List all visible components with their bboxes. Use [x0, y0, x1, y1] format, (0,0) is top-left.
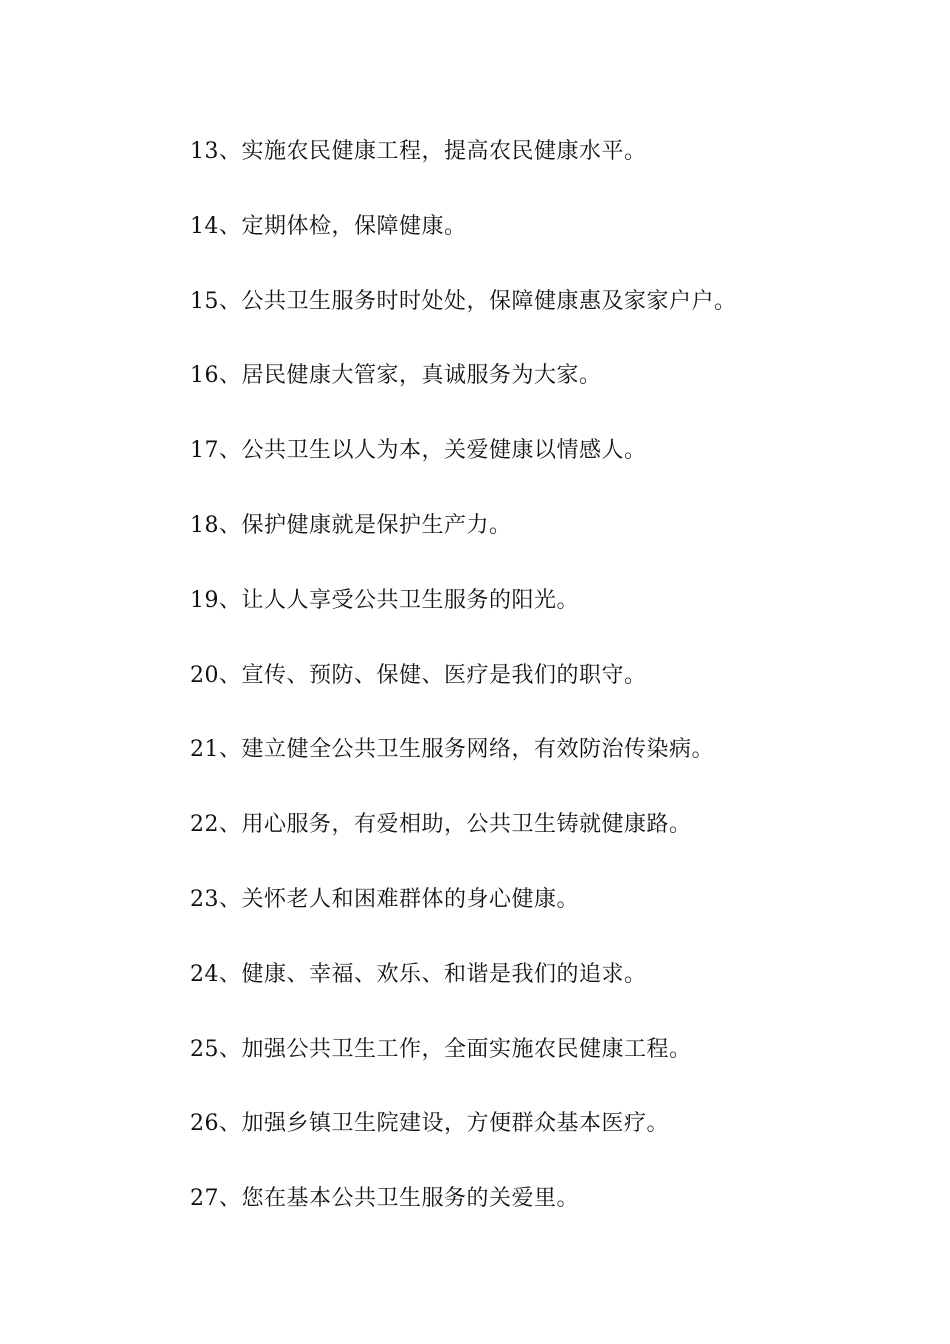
slogan-line-26: 26、加强乡镇卫生院建设，方便群众基本医疗。: [190, 1111, 669, 1137]
slogan-line-19: 19、让人人享受公共卫生服务的阳光。: [190, 587, 579, 613]
slogan-line-27: 27、您在基本公共卫生服务的关爱里。: [190, 1186, 579, 1212]
slogan-line-17: 17、公共卫生以人为本，关爱健康以情感人。: [190, 438, 647, 464]
slogan-line-15: 15、公共卫生服务时时处处，保障健康惠及家家户户。: [190, 288, 737, 314]
slogan-list: [190, 134, 737, 1256]
slogan-line-14: 14、定期体检，保障健康。: [190, 213, 467, 239]
slogan-line-13: 13、实施农民健康工程，提高农民健康水平。: [190, 139, 647, 164]
slogan-line-20: 20、宣传、预防、保健、医疗是我们的职守。: [190, 662, 647, 688]
slogan-line-18: 18、保护健康就是保护生产力。: [190, 512, 512, 538]
slogan-line-25: 25、加强公共卫生工作，全面实施农民健康工程。: [190, 1036, 692, 1062]
slogan-line-21: 21、建立健全公共卫生服务网络，有效防治传染病。: [190, 737, 714, 763]
slogan-line-16: 16、居民健康大管家，真诚服务为大家。: [190, 363, 602, 389]
slogan-line-24: 24、健康、幸福、欢乐、和谐是我们的追求。: [190, 961, 647, 987]
slogan-line-22: 22、用心服务，有爱相助，公共卫生铸就健康路。: [190, 812, 692, 838]
slogan-line-23: 23、关怀老人和困难群体的身心健康。: [190, 886, 579, 912]
